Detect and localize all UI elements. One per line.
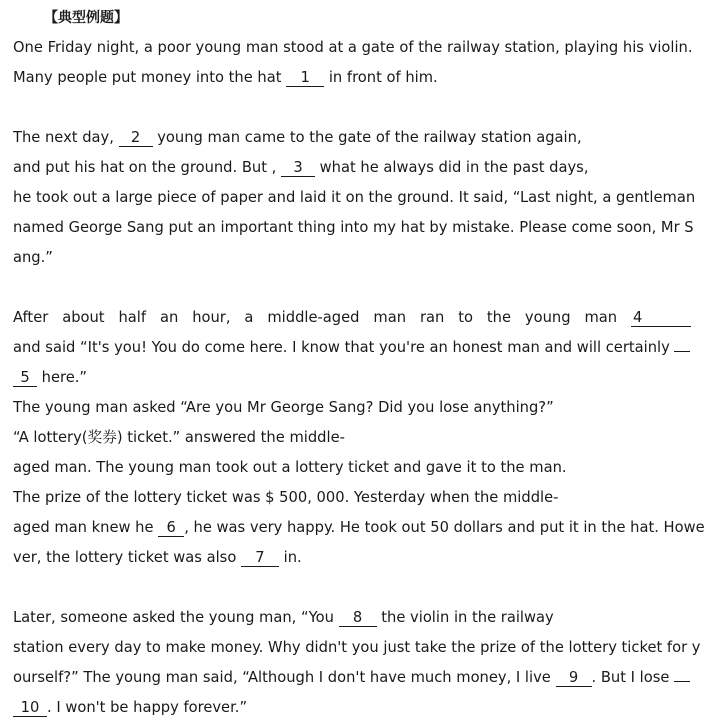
line-text: in front of him.: [324, 69, 438, 86]
blank-5: 5: [13, 369, 37, 387]
passage-line: [13, 157, 693, 179]
line-text: he took out a large piece of paper and laid it on the ground. It said, “Last night, a gentleman: [13, 189, 696, 206]
line-text: The next day,: [13, 129, 119, 146]
line-text: and put his hat on the ground. But ,: [13, 159, 281, 176]
line-text: here.”: [37, 369, 88, 386]
blank-2: 2: [119, 129, 153, 147]
blank-3: 3: [281, 159, 315, 177]
line-text: , he was very happy. He took out 50 dollars and put it in the hat. Howe: [184, 519, 705, 536]
line-text: what he always did in the past days,: [315, 159, 589, 176]
passage-line: [13, 697, 693, 719]
blank-7: 7: [241, 549, 279, 567]
passage-line: [13, 427, 693, 449]
line-text: station every day to make money. Why didn't you just take the prize of the lottery ticket for y: [13, 639, 701, 656]
passage-line: [13, 187, 696, 209]
passage-line: [13, 337, 693, 359]
line-text: ourself?” The young man said, “Although I don't have much money, I live: [13, 669, 556, 686]
passage-line: [13, 517, 705, 539]
passage-line: [13, 247, 693, 269]
line-text: . I won't be happy forever.”: [47, 699, 248, 716]
line-text: Later, someone asked the young man, “You: [13, 609, 339, 626]
blank-10: 10: [13, 699, 47, 717]
passage-line: [13, 547, 693, 569]
line-text: The young man asked “Are you Mr George Sang? Did you lose anything?”: [13, 399, 554, 416]
line-text: . But I lose: [591, 669, 675, 686]
line-text: After about half an hour, a middle-aged man ran to the young man: [13, 309, 631, 326]
passage-line: [13, 67, 693, 89]
blank-1: 1: [286, 69, 324, 87]
line-text: young man came to the gate of the railway station again,: [152, 129, 582, 146]
passage-line: [13, 667, 693, 689]
passage-line: [13, 457, 693, 479]
passage-line: [13, 487, 693, 509]
blank-8: 8: [339, 609, 377, 627]
line-text: Many people put money into the hat: [13, 69, 287, 86]
passage-line: [13, 637, 701, 659]
passage-line: [13, 397, 693, 419]
passage-line: [13, 367, 693, 389]
passage-line: [13, 307, 691, 329]
line-text: The prize of the lottery ticket was $ 500, 000. Yesterday when the middle-: [13, 489, 559, 506]
line-text: and said “It's you! You do come here. I know that you're an honest man and will certainly: [13, 339, 675, 356]
blank-6: 6: [158, 519, 184, 537]
passage-line: [13, 127, 693, 149]
line-text: ver, the lottery ticket was also: [13, 549, 241, 566]
line-text: One Friday night, a poor young man stood at a gate of the railway station, playing his violin.: [13, 39, 693, 56]
line-text: in.: [278, 549, 302, 566]
line-text: “A lottery(奖券) ticket.” answered the middle-: [13, 429, 345, 446]
blank-5-start: [674, 351, 690, 352]
blank-4: 4: [631, 309, 691, 327]
blank-9: 9: [556, 669, 592, 687]
line-text: named George Sang put an important thing into my hat by mistake. Please come soon, Mr S: [13, 219, 694, 236]
line-text: aged man knew he: [13, 519, 159, 536]
passage-line: [13, 607, 693, 629]
line-text: aged man. The young man took out a lottery ticket and gave it to the man.: [13, 459, 567, 476]
line-text: the violin in the railway: [376, 609, 554, 626]
line-text: ang.”: [13, 249, 53, 266]
passage-line: [13, 37, 693, 59]
passage-line: [13, 217, 693, 239]
blank-10-start: [674, 681, 690, 682]
section-heading: 【典型例题】: [44, 10, 128, 26]
